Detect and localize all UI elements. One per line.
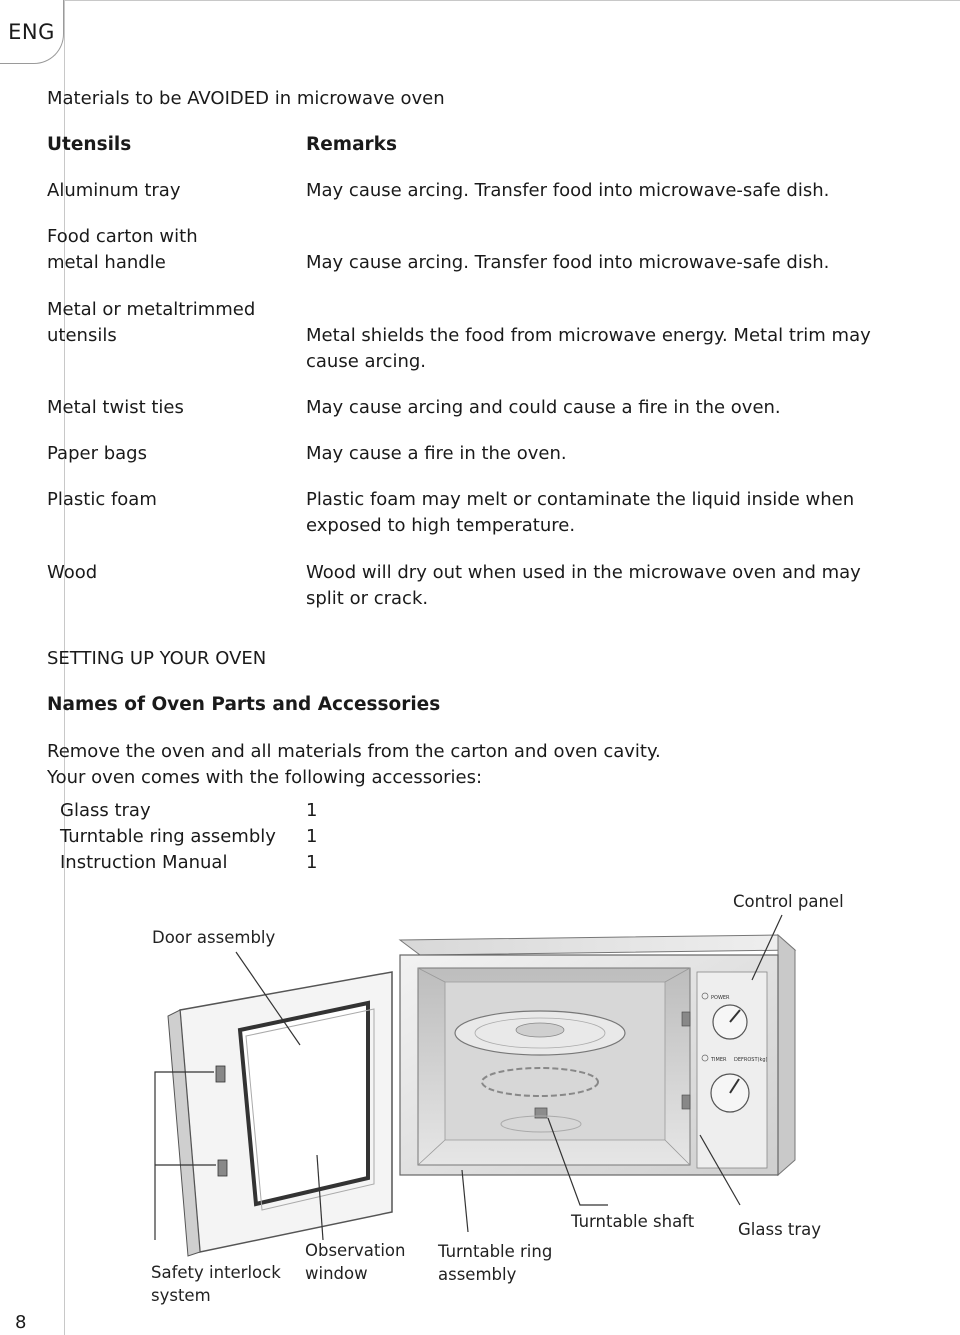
utensil-name: Metal twist ties <box>47 397 184 418</box>
utensil-name: Aluminum tray <box>47 180 181 201</box>
remarks-column-header: Remarks <box>306 134 397 155</box>
utensil-name: Plastic foam <box>47 489 157 510</box>
oven-top <box>400 935 795 955</box>
accessory-qty: 1 <box>306 852 318 873</box>
utensil-name: Metal or metaltrimmed utensils <box>47 299 256 346</box>
label-turntable-shaft: Turntable shaft <box>571 1212 695 1231</box>
utensil-remark: May cause arcing. Transfer food into microwave-safe dish. <box>306 180 830 201</box>
avoid-section-title: Materials to be AVOIDED in microwave oven <box>47 88 445 109</box>
accessory-qty: 1 <box>306 800 318 821</box>
intro-line-2: Your oven comes with the following accessories: <box>47 767 483 788</box>
panel-timer-text: TIMER <box>711 1057 727 1063</box>
intro-line-1: Remove the oven and all materials from the carton and oven cavity. <box>47 741 661 762</box>
panel-power-text: POWER <box>711 995 730 1001</box>
utensil-remark: May cause a fire in the oven. <box>306 443 567 464</box>
accessory-name: Glass tray <box>60 800 151 821</box>
language-badge: ENG <box>0 0 64 64</box>
utensil-remark: May cause arcing. Transfer food into microwave-safe dish. <box>306 252 830 273</box>
utensil-remark: May cause arcing and could cause a fire in the oven. <box>306 397 781 418</box>
label-turntable-ring: Turntable ring assembly <box>438 1242 553 1284</box>
label-safety-interlock: Safety interlock system <box>151 1263 281 1305</box>
accessory-qty: 1 <box>306 826 318 847</box>
utensil-name: Wood <box>47 562 98 583</box>
page-number: 8 <box>15 1312 27 1333</box>
utensils-column-header: Utensils <box>47 134 132 155</box>
utensil-name: Food carton with metal handle <box>47 226 198 273</box>
label-observation-window: Observation window <box>305 1241 406 1283</box>
label-glass-tray: Glass tray <box>738 1220 822 1239</box>
oven-side <box>778 935 795 1175</box>
panel-defrost-text: DEFROST(kg) <box>734 1057 768 1063</box>
label-control-panel: Control panel <box>733 892 844 911</box>
accessory-name: Turntable ring assembly <box>60 826 276 847</box>
accessory-name: Instruction Manual <box>60 852 228 873</box>
utensil-remark: Metal shields the food from microwave energy. Metal trim may cause arcing. <box>306 325 871 372</box>
parts-subtitle: Names of Oven Parts and Accessories <box>47 694 441 715</box>
label-door-assembly: Door assembly <box>152 928 276 947</box>
utensil-remark: Wood will dry out when used in the microwave oven and may split or crack. <box>306 562 861 609</box>
setup-section-title: SETTING UP YOUR OVEN <box>47 648 267 669</box>
utensil-remark: Plastic foam may melt or contaminate the liquid inside when exposed to high temperature. <box>306 489 855 536</box>
control-panel-drawing <box>697 972 767 1168</box>
utensil-name: Paper bags <box>47 443 147 464</box>
